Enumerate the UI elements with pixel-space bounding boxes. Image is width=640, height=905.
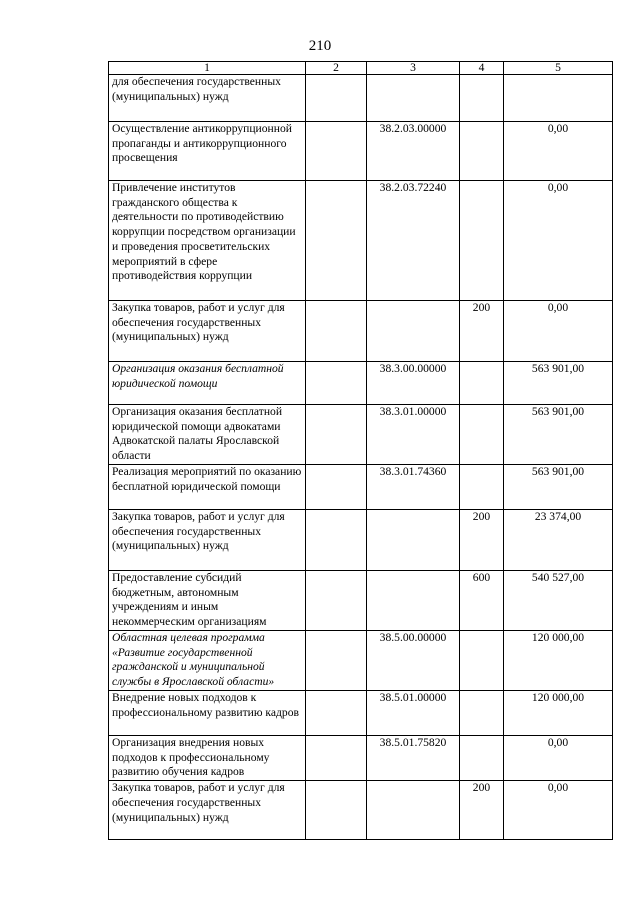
cell-amount: 0,00 xyxy=(504,181,613,301)
cell-code: 38.3.01.74360 xyxy=(367,465,460,510)
cell-code xyxy=(367,510,460,571)
table-row xyxy=(109,405,613,465)
header-col-3: 3 xyxy=(367,62,460,75)
cell-col2 xyxy=(306,781,367,840)
cell-amount xyxy=(504,75,613,122)
cell-amount: 120 000,00 xyxy=(504,691,613,736)
cell-name: Организация внедрения новых подходов к профессиональному развитию обучения кадров xyxy=(109,736,306,781)
cell-amount: 0,00 xyxy=(504,122,613,181)
cell-expense-type xyxy=(460,631,504,691)
table-header-row xyxy=(109,62,613,75)
cell-code: 38.3.01.00000 xyxy=(367,405,460,465)
cell-name: Закупка товаров, работ и услуг для обеспечения государственных (муниципальных) нужд xyxy=(109,510,306,571)
cell-amount: 563 901,00 xyxy=(504,405,613,465)
table-row xyxy=(109,691,613,736)
header-col-1: 1 xyxy=(109,62,306,75)
cell-expense-type xyxy=(460,465,504,510)
cell-col2 xyxy=(306,465,367,510)
budget-table xyxy=(108,61,613,840)
table-row xyxy=(109,736,613,781)
cell-amount: 540 527,00 xyxy=(504,571,613,631)
header-col-2: 2 xyxy=(306,62,367,75)
cell-col2 xyxy=(306,405,367,465)
cell-col2 xyxy=(306,631,367,691)
cell-amount: 120 000,00 xyxy=(504,631,613,691)
table-row xyxy=(109,510,613,571)
cell-col2 xyxy=(306,75,367,122)
budget-table-body xyxy=(109,62,613,840)
cell-code xyxy=(367,781,460,840)
table-row xyxy=(109,301,613,362)
cell-col2 xyxy=(306,691,367,736)
cell-col2 xyxy=(306,510,367,571)
cell-expense-type xyxy=(460,405,504,465)
table-row xyxy=(109,362,613,405)
table-row xyxy=(109,122,613,181)
table-row xyxy=(109,181,613,301)
cell-code: 38.2.03.72240 xyxy=(367,181,460,301)
cell-col2 xyxy=(306,362,367,405)
cell-expense-type xyxy=(460,362,504,405)
header-col-5: 5 xyxy=(504,62,613,75)
cell-name: Внедрение новых подходов к профессиональному развитию кадров xyxy=(109,691,306,736)
table-row xyxy=(109,465,613,510)
cell-amount: 23 374,00 xyxy=(504,510,613,571)
cell-name: Предоставление субсидий бюджетным, автономным учреждениям и иным некоммерческим организациям xyxy=(109,571,306,631)
cell-expense-type xyxy=(460,75,504,122)
cell-expense-type: 200 xyxy=(460,301,504,362)
cell-name: Осуществление антикоррупционной пропаганды и антикоррупционного просвещения xyxy=(109,122,306,181)
cell-name: Реализация мероприятий по оказанию бесплатной юридической помощи xyxy=(109,465,306,510)
cell-expense-type: 200 xyxy=(460,510,504,571)
cell-code: 38.5.00.00000 xyxy=(367,631,460,691)
cell-col2 xyxy=(306,571,367,631)
cell-expense-type xyxy=(460,181,504,301)
cell-col2 xyxy=(306,181,367,301)
cell-amount: 0,00 xyxy=(504,781,613,840)
cell-expense-type xyxy=(460,736,504,781)
cell-amount: 0,00 xyxy=(504,736,613,781)
cell-code xyxy=(367,301,460,362)
cell-name: Организация оказания бесплатной юридической помощи адвокатами Адвокатской палаты Ярославской области xyxy=(109,405,306,465)
cell-name: Закупка товаров, работ и услуг для обеспечения государственных (муниципальных) нужд xyxy=(109,781,306,840)
cell-code: 38.5.01.00000 xyxy=(367,691,460,736)
cell-name: Областная целевая программа «Развитие государственной гражданской и муниципальной службы в Ярославской области» xyxy=(109,631,306,691)
cell-amount: 0,00 xyxy=(504,301,613,362)
table-row xyxy=(109,571,613,631)
cell-expense-type: 600 xyxy=(460,571,504,631)
table-row xyxy=(109,631,613,691)
page-number: 210 xyxy=(308,38,332,54)
cell-code: 38.5.01.75820 xyxy=(367,736,460,781)
cell-amount: 563 901,00 xyxy=(504,465,613,510)
table-row xyxy=(109,75,613,122)
cell-name: Организация оказания бесплатной юридической помощи xyxy=(109,362,306,405)
header-col-4: 4 xyxy=(460,62,504,75)
cell-expense-type: 200 xyxy=(460,781,504,840)
cell-col2 xyxy=(306,301,367,362)
cell-code xyxy=(367,571,460,631)
cell-name: для обеспечения государственных (муниципальных) нужд xyxy=(109,75,306,122)
cell-col2 xyxy=(306,736,367,781)
cell-col2 xyxy=(306,122,367,181)
cell-code: 38.2.03.00000 xyxy=(367,122,460,181)
cell-expense-type xyxy=(460,122,504,181)
cell-name: Привлечение институтов гражданского общества к деятельности по противодействию коррупции посредством организации и проведения просветительских мероприятий в сфере противодействия коррупции xyxy=(109,181,306,301)
cell-name: Закупка товаров, работ и услуг для обеспечения государственных (муниципальных) нужд xyxy=(109,301,306,362)
cell-code: 38.3.00.00000 xyxy=(367,362,460,405)
table-row xyxy=(109,781,613,840)
cell-code xyxy=(367,75,460,122)
cell-amount: 563 901,00 xyxy=(504,362,613,405)
cell-expense-type xyxy=(460,691,504,736)
